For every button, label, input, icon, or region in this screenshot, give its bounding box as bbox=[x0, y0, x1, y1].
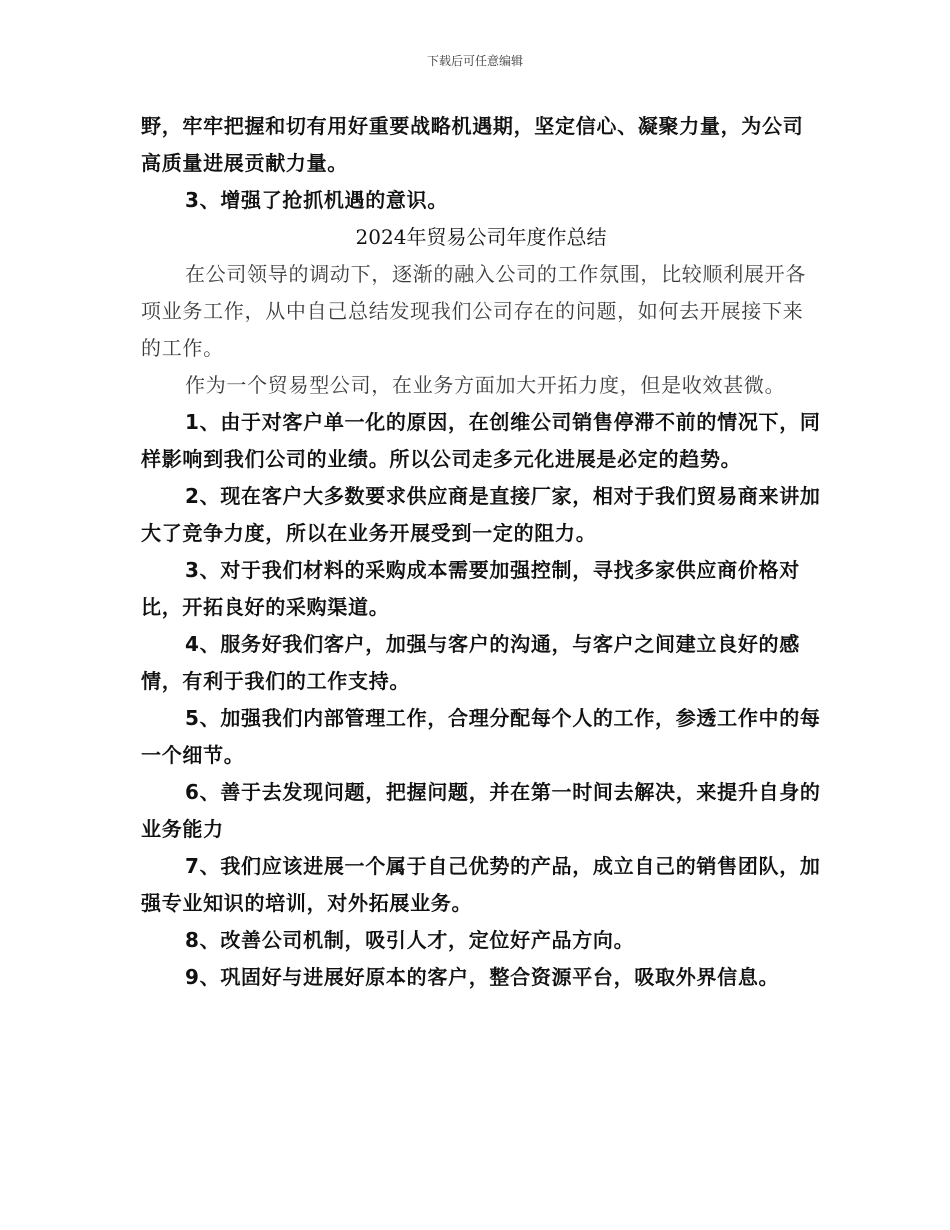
document-title: 2024年贸易公司年度作总结 bbox=[355, 225, 607, 249]
page-header: 下载后可任意编辑 bbox=[426, 54, 523, 68]
document-body bbox=[141, 108, 821, 996]
point-8: 8、改善公司机制，吸引人才，定位好产品方向。 bbox=[185, 928, 635, 952]
point-3: 3、对于我们材料的采购成本需要加强控制，寻找多家供应商价格对比，开拓良好的采购渠道。 bbox=[141, 558, 800, 619]
point-5: 5、加强我们内部管理工作，合理分配每个人的工作，参透工作中的每一个细节。 bbox=[141, 706, 821, 767]
item-3-paragraph: 3、增强了抢抓机遇的意识。 bbox=[185, 188, 449, 212]
point-9: 9、巩固好与进展好原本的客户，整合资源平台，吸取外界信息。 bbox=[185, 965, 780, 989]
point-4: 4、服务好我们客户，加强与客户的沟通，与客户之间建立良好的感情，有利于我们的工作支持。 bbox=[141, 632, 800, 693]
intro-paragraph-1: 在公司领导的调动下，逐渐的融入公司的工作氛围，比较顺利展开各项业务工作，从中自己总结发现我们公司存在的问题，如何去开展接下来的工作。 bbox=[141, 262, 806, 360]
intro-paragraph-2: 作为一个贸易型公司，在业务方面加大开拓力度，但是收效甚微。 bbox=[185, 373, 786, 397]
top-paragraph: 野，牢牢把握和切有用好重要战略机遇期，坚定信心、凝聚力量，为公司高质量进展贡献力量。 bbox=[141, 114, 804, 175]
point-2: 2、现在客户大多数要求供应商是直接厂家，相对于我们贸易商来讲加大了竞争力度，所以在业务开展受到一定的阻力。 bbox=[141, 484, 821, 545]
point-7: 7、我们应该进展一个属于自己优势的产品，成立自己的销售团队，加强专业知识的培训，对外拓展业务。 bbox=[141, 854, 821, 915]
point-6: 6、善于去发现问题，把握问题，并在第一时间去解决，来提升自身的业务能力 bbox=[141, 780, 821, 841]
point-1: 1、由于对客户单一化的原因，在创维公司销售停滞不前的情况下，同样影响到我们公司的业绩。所以公司走多元化进展是必定的趋势。 bbox=[141, 410, 821, 471]
